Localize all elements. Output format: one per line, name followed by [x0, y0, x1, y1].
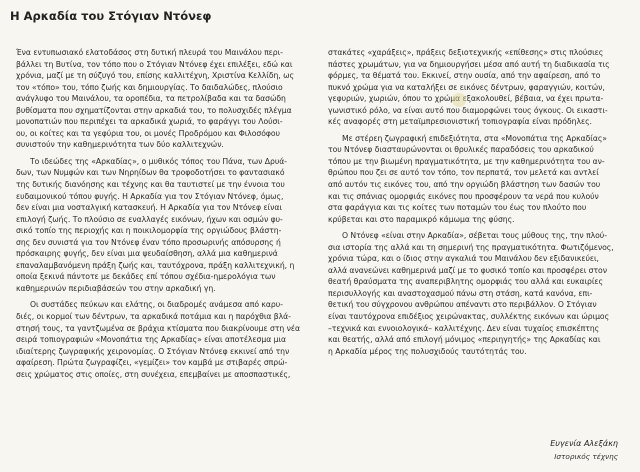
text-line: βάλλει τη Βυτίνα, τον τόπο που ο Στόγιαν Ντόνεφ έχει επιλέξει, εδώ και: [16, 59, 293, 69]
text-line: Το ιδεώδες της «Αρκαδίας», ο μυθικός τόπος του Πάνα, των Δρυά-: [30, 156, 287, 166]
text-line: του Ντόνεφ διασταυρώνονται οι θρυλικές παραδόσεις του αρκαδικού: [328, 145, 594, 155]
text-line: σια ιστορία της αλλά και τη σημερινή της πραγματικότητα. Φωτιζόμενος,: [328, 242, 614, 252]
text-line: φόρμες, τα θέματά του. Εκκινεί, στην ουσία, από την αφαίρεση, από το: [328, 71, 601, 81]
text-line: σειρά τοπιογραφιών «Μονοπάτια της Αρκαδίας» είναι αποτέλεσμα μια: [16, 335, 287, 345]
text-line: πρόσκαιρης φυγής, δεν είναι μια ψευδαίσθηση, αλλά μια καθημερινά: [16, 249, 278, 259]
text-line: γωνιστικό ρόλο, να είναι αυτό που διαμορφώνει τους όγκους. Οι εικαστι-: [328, 105, 608, 115]
text-line: κές αναφορές στη μεταϊμπρεσιονιστική τοπιογραφία είναι πρόδηλες.: [328, 117, 592, 127]
text-line: από αυτόν τις εικόνες του, από την οργιώδη βλάστηση των δασών του: [328, 180, 601, 190]
text-line: και τις σπάνιας ομορφιάς εικόνες που προσφέρουν τα νερά που κυλούν: [328, 191, 599, 201]
text-line: χρόνια, μαζί με τη σύζυγό του, επίσης καλλιτέχνη, Χριστίνα Κελλίδη, ως: [16, 71, 294, 81]
text-line: ευδαιμονικού τόπου φυγής. Η Αρκαδία για τον Στόγιαν Ντόνεφ, όμως,: [16, 191, 284, 201]
text-line: στησή τους, τα γαντζωμένα σε βράχια κτίσματα που διακρίνουμε στη νέα: [16, 323, 300, 333]
text-line: ιδιαίτερης ζωγραφικής χειρονομίας. Ο Στόγιαν Ντόνεφ εκκινεί από την: [16, 346, 290, 356]
text-line: θετική του σύγχρονου ανθρώπου απέναντι στο περιβάλλον. Ο Στόγιαν: [328, 300, 597, 310]
text-line: κρύβεται και στο παραμικρό κάμωμα της φύσης.: [328, 214, 515, 224]
text-line: θεατή θραύσματα της αναπεριβλητης ομορφιάς του αλλά και ευκαιρίες: [328, 277, 603, 287]
text-line: στακάτες «χαράξεις», πράξεις δεξιοτεχνικής «επίθεσης» στις πλούσιες: [328, 48, 604, 57]
text-line: περισυλλογής και αναστοχασμού πάνω στη στάση, κατά κανόνα, επι-: [328, 288, 593, 298]
text-line: καθημερινών περιδιαβάσεών του στην αρκαδική γη.: [16, 283, 216, 293]
text-line: τόπου με την βιωμένη πραγματικότητα, με την καθημερινότητα του αν-: [328, 156, 605, 166]
text-line: τον «τόπο» του, τόπο ζωής και δημιουργίας. Το δαιδαλώδες, πλούσιο: [16, 82, 283, 92]
paper-stain: [452, 93, 466, 107]
text-line: ανάγλυφο του Μαινάλου, τα οροπέδια, τα πετρολίβαδα και τα δασώδη: [16, 94, 286, 104]
text-line: σης δεν συνιστά για τον Ντόνεφ έναν τόπο προσωρινής απόσυρσης ή: [16, 237, 281, 247]
text-line: ου, οι κοίτες και τα γεφύρια του, οι μονές Προδρόμου και Φιλοσόφου: [16, 128, 280, 138]
text-line: και θεατής, αλλά από επιλογή μόνιμος «περιηγητής» της Αρκαδίας και: [328, 335, 601, 345]
text-line: Ο Ντόνεφ «είναι στην Αρκαδία», σέβεται τους μύθους της, την πλού-: [342, 231, 607, 241]
text-line: αφαίρεση. Πρώτα ζωγραφίζει, «γεμίζει» τον καμβά με στιβαρές σπρώ-: [16, 358, 288, 368]
text-line: Ένα εντυπωσιακό ελατοδάσος στη δυτική πλευρά του Μαινάλου περι-: [16, 48, 283, 57]
text-line: οποία ξεκινά πάντοτε με δεκάδες επί τόπου σχέδια-ημερολόγια των: [16, 272, 276, 282]
text-line: θρώπου που ζει σε αυτό τον τόπο, τον περπατά, τον μελετά και αντλεί: [328, 168, 599, 178]
text-line: συνιστούν την καθημερινότητα των δύο καλλιτεχνών.: [16, 140, 224, 150]
text-line: της δυτικής διανόησης και τέχνης και θα ταυτιστεί με την έννοια του: [16, 180, 285, 190]
text-line: σικό τοπίο της περιοχής και η ποικιλομορφία της οργιώδους βλάστη-: [16, 226, 282, 236]
text-line: δεν είναι μια νοσταλγική κατασκευή. Η Αρκαδία για τον Ντόνεφ είναι: [16, 203, 282, 213]
author-role: Ιστορικός τέχνης: [554, 452, 618, 461]
text-line: πυκνό χρώμα για να καταλήξει σε εικόνες δέντρων, φαραγγιών, κοιτών,: [328, 82, 605, 92]
text-line: πάστες χρωμάτων, για να δημιουργήσει μέσα από αυτή τη διαδικασία τις: [328, 59, 610, 69]
left-column: [16, 47, 316, 380]
text-line: χρόνια τώρα, και ο ίδιος στην αγκαλιά του Μαινάλου δεν εξιδανικεύει,: [328, 254, 599, 264]
text-line: διές, οι κορμοί των δέντρων, τα αρκαδικά ποτάμια και η παρόχθια βλά-: [16, 312, 291, 322]
text-line: –τεχνικά και εννοιολογικά– καλλιτέχνης. Δεν είναι τυχαίος επισκέπτης: [328, 323, 600, 333]
text-line: βυθίσματα που σχηματίζονται στην αρκαδιά του, το πολυσχιδές πλέγμα: [16, 105, 292, 115]
text-line: σεις χρώματος στις οποίες, στη συνέχεια, επεμβαίνει με αποσπαστικές,: [16, 369, 291, 379]
text-line: επαναλαμβανόμενη πράξη ζωής και, ταυτόχρονα, πράξη καλλιτεχνική, η: [16, 260, 295, 270]
text-line: στα φαράγγια και τις κοίτες των ποταμών του έως τον πλούτο που: [328, 203, 587, 213]
text-line: επιλογή ζωής. Το πλούσιο σε εναλλαγές εικόνων, ήχων και οσμών φυ-: [16, 214, 283, 224]
text-line: δων, των Νυμφών και των Νηρηίδων θα τροφοδοτήσει το φαντασιακό: [16, 168, 285, 178]
article-title: Η Αρκαδία του Στόγιαν Ντόνεφ: [10, 9, 212, 23]
text-line: μονοπατιών που περιπέχει τα αρκαδικά χωριά, το φαράγγι του Λούσι-: [16, 117, 283, 127]
text-line: αλλά ανανεώνει καθημερινά μαζί με το φυσικό τοπίο και προσφέρει στον: [328, 265, 607, 275]
text-line: Με στέρεη ζωγραφική επιδεξιότητα, στα «Μονοπάτια της Αρκαδίας»: [342, 133, 607, 143]
right-column: [328, 47, 626, 357]
text-line: η Αρκαδία μέρος της πολυσχιδούς ταυτότητάς του.: [328, 346, 527, 356]
text-line: είναι ταυτόχρονα επιδέξιος χειρώνακτας, συλλέκτης εικόνων και ώριμος: [328, 312, 610, 322]
author-name: Ευγενία Αλεξάκη: [550, 439, 618, 448]
text-line: γεφυριών, χωριών, όπου το χρώμα εξακολουθεί, βέβαια, να έχει πρωτα-: [328, 94, 604, 104]
text-line: Οι συστάδες πεύκων και ελάτης, οι διαδρομές ανάμεσα από καρυ-: [30, 300, 283, 310]
